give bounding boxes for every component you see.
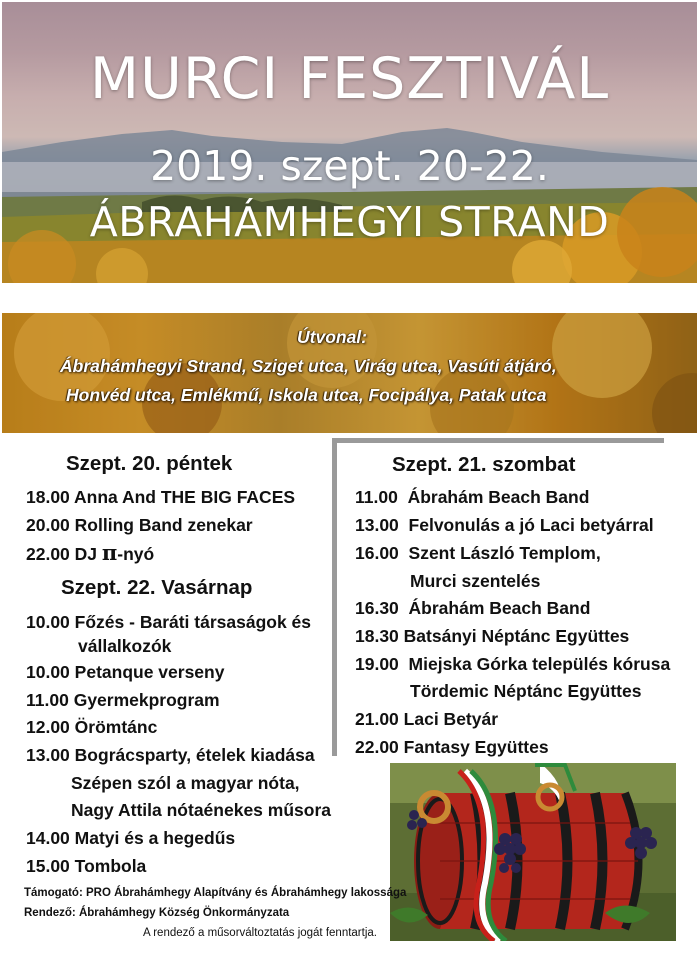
route-line-1: Ábrahámhegyi Strand, Sziget utca, Virág utca, Vasúti átjáró, bbox=[60, 356, 557, 376]
route-line-2: Honvéd utca, Emlékmű, Iskola utca, Focipálya, Patak utca bbox=[66, 385, 547, 405]
event-title-prefix: DJ bbox=[74, 544, 102, 564]
event-time: 10.00 bbox=[26, 612, 70, 632]
event-title: Rolling Band zenekar bbox=[74, 515, 253, 535]
sunday-item bbox=[26, 612, 311, 633]
organizer-note: Rendező: Ábrahámhegy Község Önkormányzata bbox=[24, 907, 290, 919]
saturday-heading: Szept. 21. szombat bbox=[392, 453, 576, 476]
sunday-item bbox=[26, 662, 224, 683]
event-time: 11.00 bbox=[26, 690, 69, 710]
sunday-item bbox=[26, 717, 157, 738]
sunday-item bbox=[26, 828, 235, 849]
event-time: 12.00 bbox=[26, 717, 70, 737]
friday-heading: Szept. 20. péntek bbox=[66, 452, 233, 475]
disclaimer-note: A rendező a műsorváltoztatás jogát fenntartja. bbox=[143, 927, 377, 939]
event-time: 11.00 bbox=[355, 487, 398, 507]
event-time: 16.00 bbox=[355, 543, 399, 563]
event-title: Matyi és a hegedűs bbox=[74, 828, 236, 848]
route-banner bbox=[2, 313, 697, 433]
event-time: 14.00 bbox=[26, 828, 70, 848]
sunday-item bbox=[26, 745, 315, 766]
event-title: Főzés - Baráti társaságok és bbox=[74, 612, 312, 632]
saturday-item bbox=[355, 543, 601, 564]
festival-venue: ÁBRAHÁMHEGYI STRAND bbox=[89, 198, 610, 246]
event-time: 13.00 bbox=[26, 745, 70, 765]
column-divider-vertical bbox=[332, 438, 337, 756]
saturday-item bbox=[355, 654, 670, 675]
event-title-continued: Tördemic Néptánc Együttes bbox=[410, 681, 642, 701]
pi-symbol: π bbox=[101, 540, 118, 565]
friday-item bbox=[26, 515, 253, 536]
barrel-illustration bbox=[390, 763, 676, 941]
event-title: Bográcsparty, ételek kiadása bbox=[74, 745, 315, 765]
event-time: 20.00 bbox=[26, 515, 70, 535]
festival-title: MURCI FESZTIVÁL bbox=[89, 46, 610, 112]
header-banner bbox=[2, 2, 697, 283]
event-title: Tombola bbox=[74, 856, 147, 876]
event-title: Anna And THE BIG FACES bbox=[74, 487, 296, 507]
route-heading: Útvonal: bbox=[297, 327, 367, 347]
event-time: 10.00 bbox=[26, 662, 70, 682]
event-title-continued: Szépen szól a magyar nóta, bbox=[71, 773, 300, 793]
sunday-item bbox=[26, 856, 146, 877]
event-time: 16.30 bbox=[355, 598, 399, 618]
saturday-item bbox=[355, 487, 589, 508]
event-title: Felvonulás a jó Laci betyárral bbox=[408, 515, 654, 535]
event-time: 18.00 bbox=[26, 487, 70, 507]
saturday-item bbox=[355, 626, 629, 647]
event-title: Ábrahám Beach Band bbox=[407, 487, 590, 507]
event-time: 13.00 bbox=[355, 515, 399, 535]
event-time: 18.30 bbox=[355, 626, 399, 646]
saturday-item bbox=[355, 515, 654, 536]
separator-strip bbox=[2, 283, 697, 313]
event-time: 15.00 bbox=[26, 856, 70, 876]
sunday-item bbox=[26, 690, 220, 711]
event-title: Gyermekprogram bbox=[73, 690, 220, 710]
event-title-continued: Nagy Attila nótaénekes műsora bbox=[71, 800, 331, 820]
festival-date: 2019. szept. 20-22. bbox=[150, 142, 549, 190]
event-title: Batsányi Néptánc Együttes bbox=[403, 626, 630, 646]
event-title-continued: Murci szentelés bbox=[410, 571, 541, 591]
saturday-item bbox=[355, 598, 590, 619]
sponsor-note: Támogató: PRO Ábrahámhegy Alapítvány és Ábrahámhegy lakossága bbox=[24, 887, 407, 899]
saturday-item bbox=[355, 737, 549, 758]
event-title-continued: vállalkozók bbox=[78, 636, 172, 656]
event-title: Laci Betyár bbox=[403, 709, 499, 729]
barrel-photo bbox=[390, 763, 676, 941]
event-time: 22.00 bbox=[26, 544, 70, 564]
friday-item bbox=[26, 540, 154, 565]
event-title: Petanque verseny bbox=[74, 662, 225, 682]
sunday-heading: Szept. 22. Vasárnap bbox=[61, 576, 253, 599]
event-time: 22.00 bbox=[355, 737, 399, 757]
event-time: 21.00 bbox=[355, 709, 399, 729]
event-time: 19.00 bbox=[355, 654, 399, 674]
column-divider-horizontal bbox=[332, 438, 664, 443]
event-title: Örömtánc bbox=[74, 717, 158, 737]
friday-item bbox=[26, 487, 295, 508]
event-title: Miejska Górka település kórusa bbox=[408, 654, 671, 674]
event-title-suffix: -nyó bbox=[117, 544, 155, 564]
event-title: Fantasy Együttes bbox=[403, 737, 549, 757]
event-title: Szent László Templom, bbox=[408, 543, 601, 563]
saturday-item bbox=[355, 709, 498, 730]
event-title: Ábrahám Beach Band bbox=[408, 598, 591, 618]
